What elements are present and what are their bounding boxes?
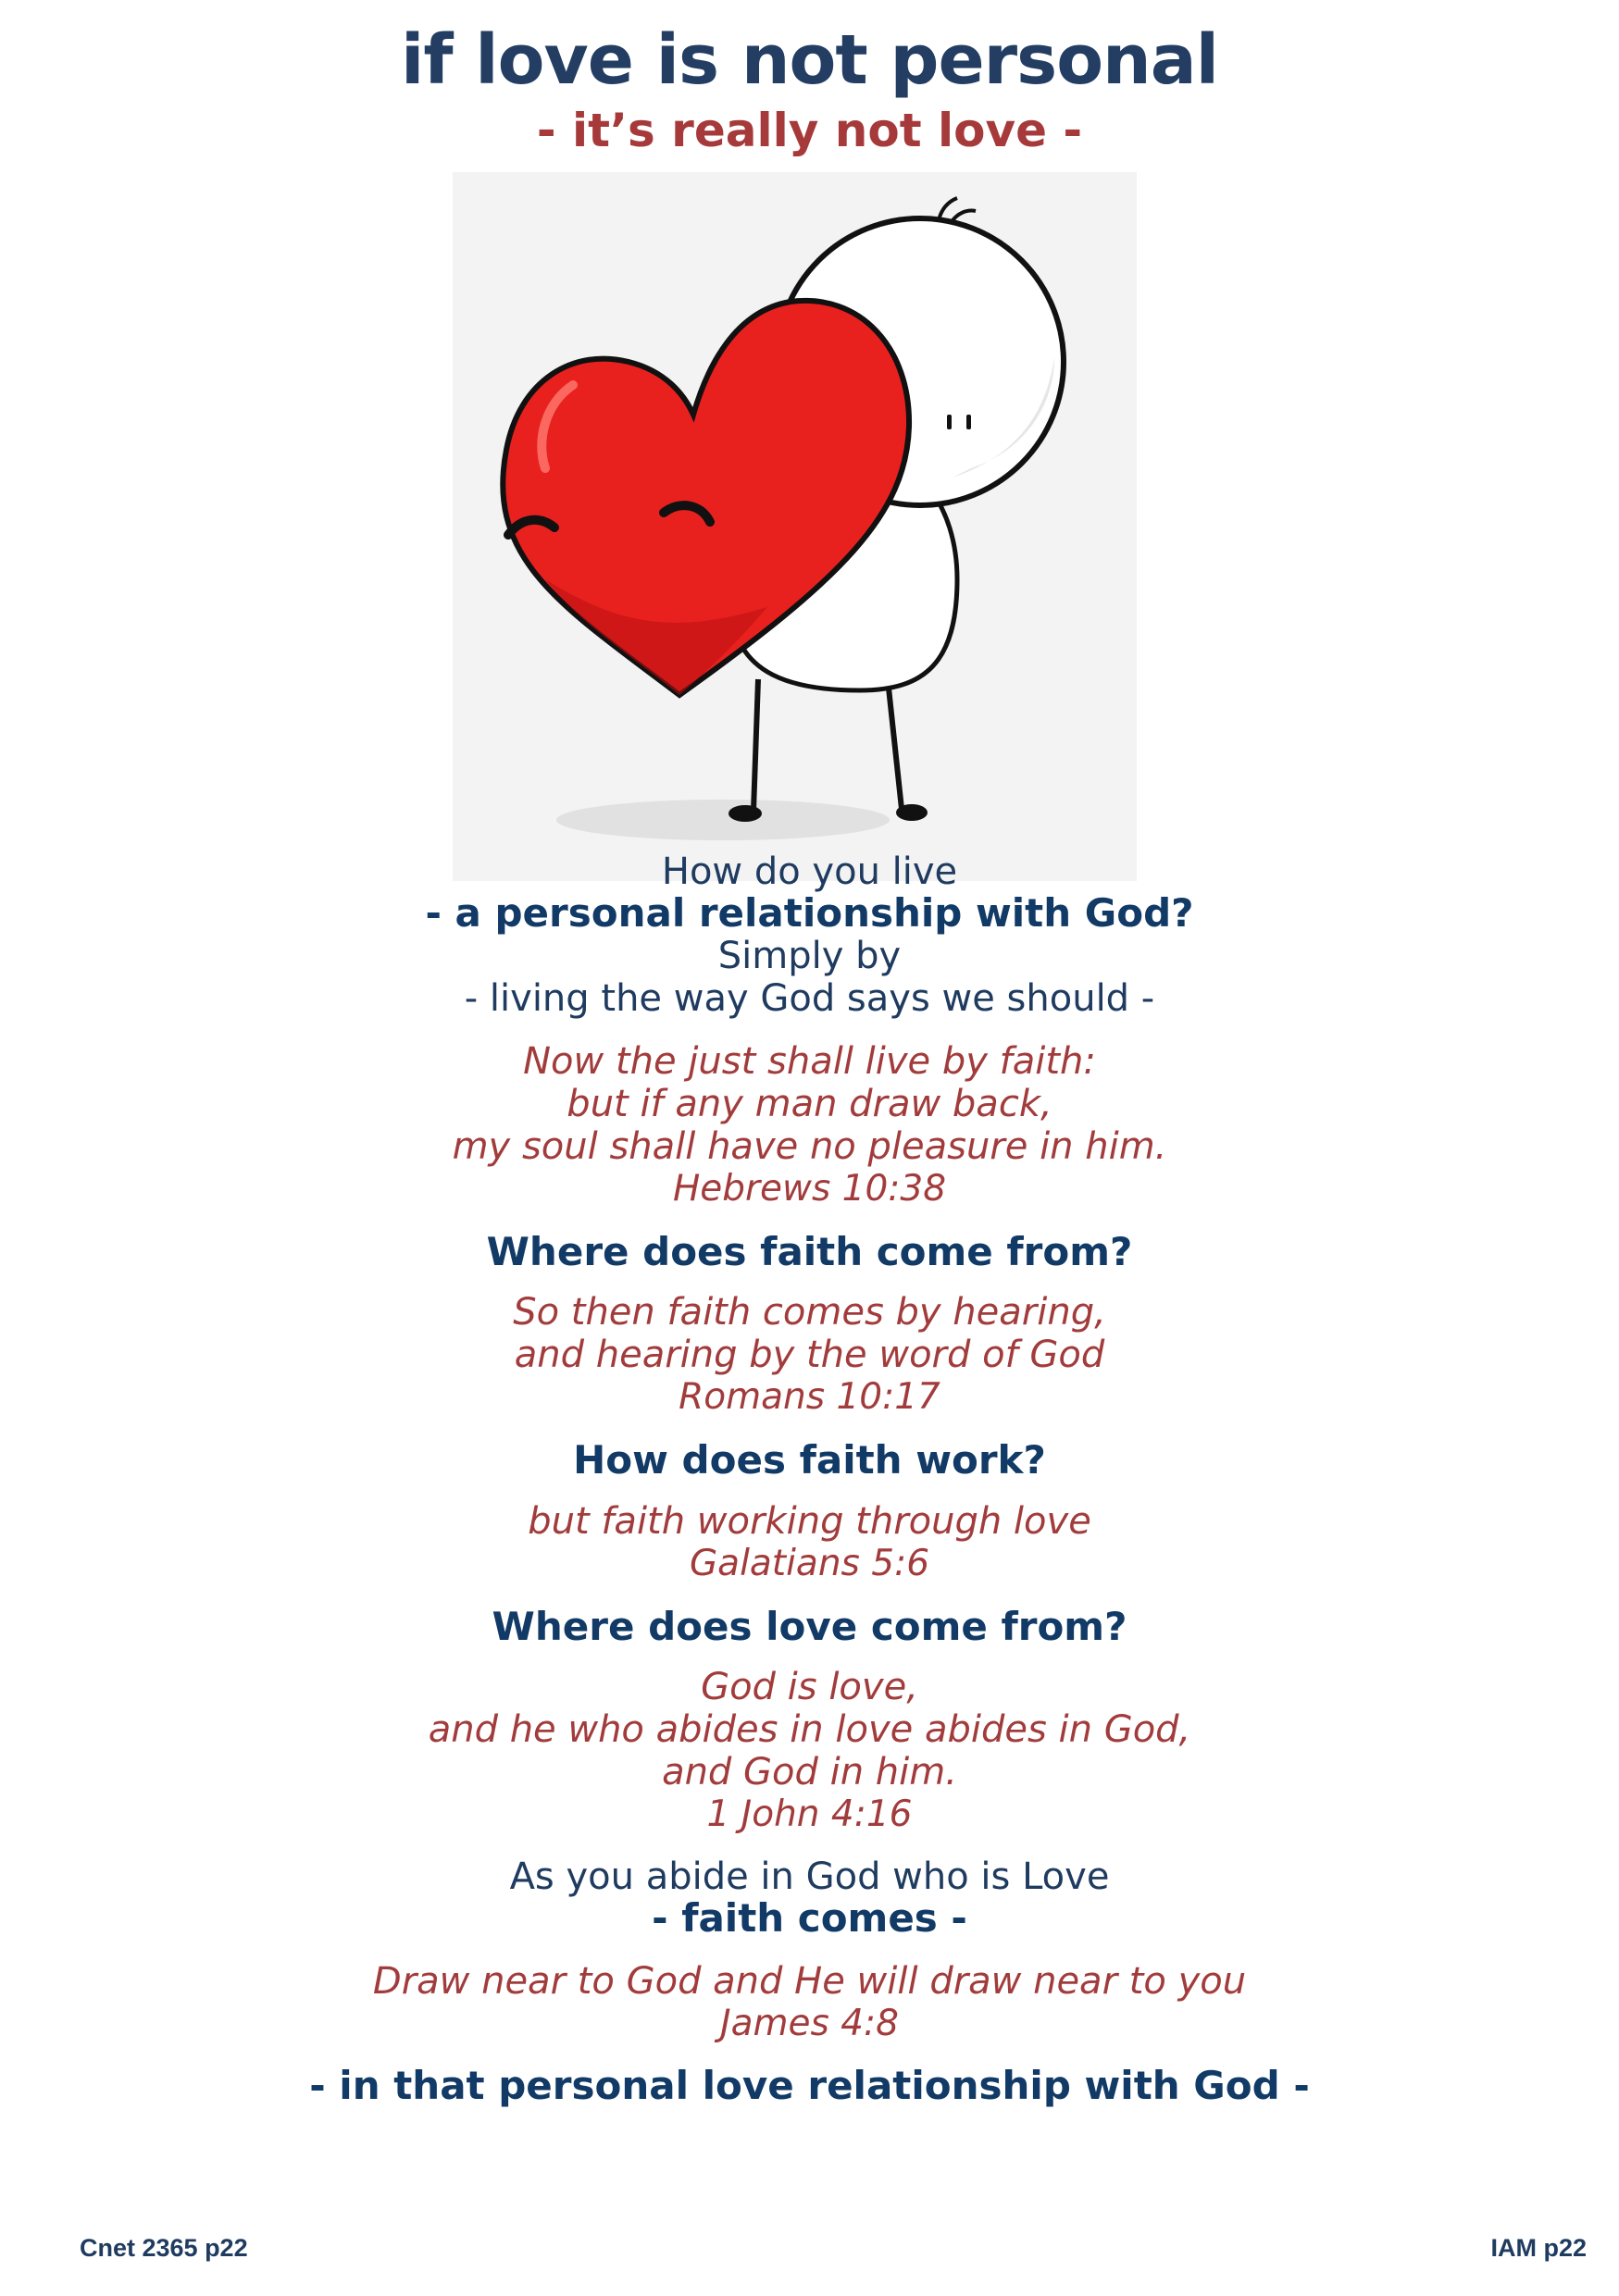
verse-reference-romans: Romans 10:17 <box>679 1376 940 1418</box>
verse-galatians-line-1: but faith working through love <box>528 1500 1091 1543</box>
verse-reference-hebrews: Hebrews 10:38 <box>672 1168 947 1210</box>
verse-hebrews-line-1: Now the just shall live by faith: <box>523 1040 1096 1083</box>
line-living-the-way: - living the way God says we should - <box>464 977 1155 1020</box>
verse-reference-galatians: Galatians 5:6 <box>689 1543 930 1584</box>
verse-romans-line-1: So then faith comes by hearing, <box>513 1291 1106 1334</box>
verse-john-line-2: and he who abides in love abides in God, <box>428 1708 1191 1751</box>
line-how-do-you-live: How do you live <box>661 850 958 893</box>
heading-how-faith-works: How does faith work? <box>573 1437 1046 1483</box>
footer-right-label: IAM p22 <box>1490 2234 1587 2262</box>
verse-hebrews-line-2: but if any man draw back, <box>567 1083 1052 1125</box>
line-abide-in-god: As you abide in God who is Love <box>509 1855 1110 1898</box>
heart-figure-illustration <box>453 172 1137 881</box>
verse-hebrews-line-3: my soul shall have no pleasure in him. <box>452 1125 1167 1168</box>
heading-where-faith-comes-from: Where does faith come from? <box>486 1229 1133 1274</box>
footer-left-label: Cnet 2365 p22 <box>80 2234 248 2262</box>
page-subtitle: - it’s really not love - <box>536 104 1083 157</box>
heading-faith-comes: - faith comes - <box>652 1895 967 1941</box>
verse-john-line-1: God is love, <box>701 1666 918 1708</box>
verse-john-line-3: and God in him. <box>662 1751 957 1793</box>
heading-personal-relationship: - a personal relationship with God? <box>425 890 1194 936</box>
verse-james-line-1: Draw near to God and He will draw near to you <box>372 1960 1247 2003</box>
verse-romans-line-2: and hearing by the word of God <box>514 1334 1105 1376</box>
closing-line: - in that personal love relationship with God - <box>309 2063 1310 2108</box>
verse-reference-james: James 4:8 <box>720 2003 899 2044</box>
page-title: if love is not personal <box>400 20 1219 100</box>
verse-reference-john: 1 John 4:16 <box>706 1793 913 1835</box>
heading-where-love-comes-from: Where does love come from? <box>492 1604 1127 1649</box>
line-simply-by: Simply by <box>717 935 902 977</box>
